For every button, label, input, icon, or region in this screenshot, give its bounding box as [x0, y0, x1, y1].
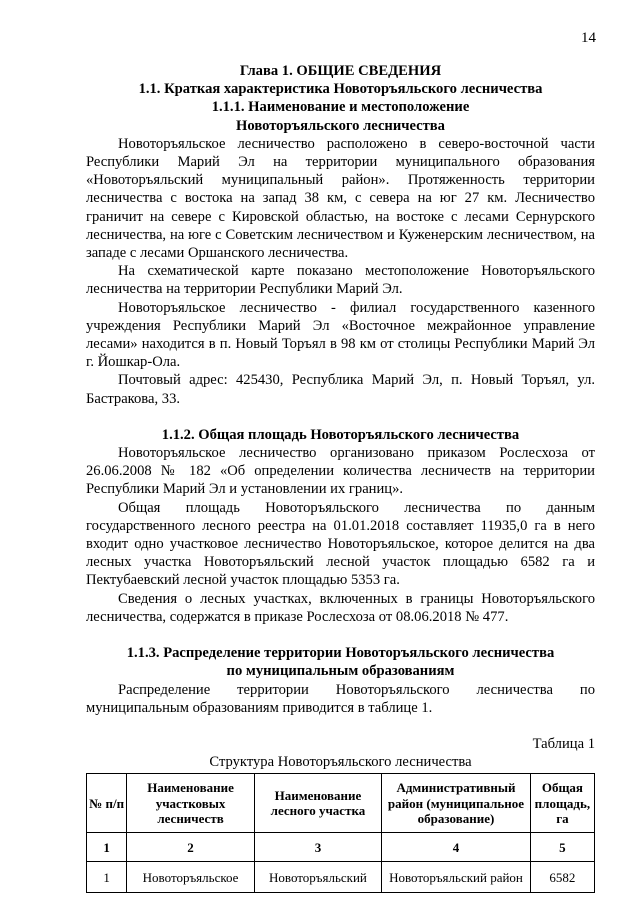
- column-number-cell: 1: [87, 833, 127, 862]
- column-number-cell: 3: [254, 833, 381, 862]
- table-header-cell: Общая площадь, га: [530, 774, 594, 833]
- table-header-cell: № п/п: [87, 774, 127, 833]
- table-cell: 1: [87, 862, 127, 893]
- paragraph-location: Новоторъяльское лесничество расположено в северо-восточной части Республики Марий Эл на территории муниципального образования «Новоторъяльский муниципальный район». Протяженность территории лесничества с востока на запад 38 км, с севера на юг 27 км. Лесничество граничит на севере с Кировской областью, на востоке с лесами Сернурского лесничества, на юге с Советским лесничеством и Куженерским лесничеством, на западе с лесами Оршанского лесничества.: [86, 135, 595, 262]
- section-heading-1-1-3-line2: по муниципальным образованиям: [226, 663, 455, 680]
- table-cell: Новоторъяльский: [254, 862, 381, 893]
- section-heading-1-1: 1.1. Краткая характеристика Новоторъяльского лесничества: [138, 81, 543, 98]
- table-header-cell: Административный район (муниципальное образование): [382, 774, 531, 833]
- section-heading-1-1-1-line2: Новоторъяльского лесничества: [236, 117, 445, 134]
- chapter-heading: Глава 1. ОБЩИЕ СВЕДЕНИЯ: [239, 63, 442, 79]
- paragraph-establishment: Новоторъяльское лесничество организовано приказом Рослесхоза от 26.06.2008 № 182 «Об определении количества лесничеств на территории Республики Марий Эл и установлении их границ».: [86, 445, 595, 498]
- structure-table: [86, 773, 595, 893]
- paragraph-area: Общая площадь Новоторъяльского лесничества по данным государственного лесного реестра на 01.01.2018 составляет 11935,0 га в него входит одно участковое лесничество Новоторъяльское, которое делится на два лесных участка Новоторъяльский лесной участок площадью 6582 га и Пектубаевский лесной участок площадью 5353 га.: [86, 499, 595, 589]
- table-caption: Структура Новоторъяльского лесничества: [209, 754, 472, 771]
- paragraph-affiliation: Новоторъяльское лесничество - филиал государственного казенного учреждения Республики Марий Эл «Восточное межрайонное управление лесами» находится в п. Новый Торъял в 98 км от столицы Республики Марий Эл г. Йошкар-Ола.: [86, 299, 595, 371]
- column-number-cell: 2: [127, 833, 254, 862]
- column-number-cell: 4: [382, 833, 531, 862]
- document-body: [86, 62, 595, 893]
- table-cell: 6582: [530, 862, 594, 893]
- table-header-cell: Наименование участковых лесничеств: [127, 774, 254, 833]
- table-header-cell: Наименование лесного участка: [254, 774, 381, 833]
- paragraph-distribution: Распределение территории Новоторъяльского лесничества по муниципальным образованиям приводится в таблице 1.: [86, 681, 595, 716]
- section-heading-1-1-2: 1.1.2. Общая площадь Новоторъяльского лесничества: [161, 426, 520, 443]
- paragraph-land-plots: Сведения о лесных участках, включенных в границы Новоторъяльского лесничества, содержатся в приказе Рослесхоза от 08.06.2018 № 477.: [86, 590, 595, 625]
- table-cell: Новоторъяльский район: [382, 862, 531, 893]
- section-heading-1-1-1-line1: 1.1.1. Наименование и местоположение: [211, 99, 470, 116]
- paragraph-address: Почтовый адрес: 425430, Республика Марий Эл, п. Новый Торъял, ул. Бастракова, 33.: [86, 372, 595, 407]
- section-heading-1-1-3-line1: 1.1.3. Распределение территории Новоторъяльского лесничества: [126, 645, 555, 662]
- page-number: 14: [581, 30, 596, 46]
- table-row: [87, 862, 595, 893]
- table-column-number-row: [87, 833, 595, 862]
- table-cell: Новоторъяльское: [127, 862, 254, 893]
- column-number-cell: 5: [530, 833, 594, 862]
- table-label: Таблица 1: [532, 735, 595, 752]
- paragraph-map-note: На схематической карте показано местоположение Новоторъяльского лесничества на территории Республики Марий Эл.: [86, 263, 595, 298]
- table-header-row: [87, 774, 595, 833]
